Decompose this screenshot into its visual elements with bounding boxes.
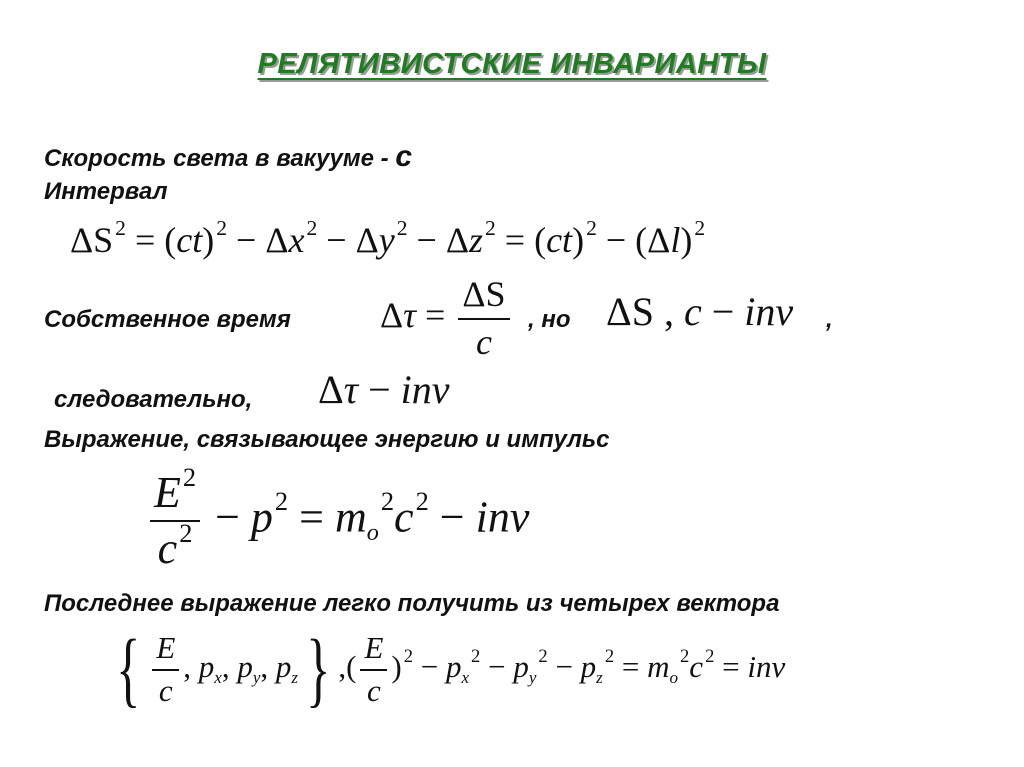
- interval-formula: $\Delta S^2 = (ct)^2 - \Delta x^2 - \Delta y^2 - \Delta z^2 = (ct)^2 - (\Delta l)^2$: [70, 215, 706, 260]
- vector-fraction: $\frac{E}{c}$: [152, 632, 179, 707]
- energy-fraction: $\frac{E^2}{c^2}$: [150, 470, 200, 572]
- speed-of-light-line: [44, 140, 412, 174]
- interval-label: Интервал: [44, 178, 168, 205]
- but-text: , но: [528, 306, 571, 333]
- invariant-tau: Δτ − inv: [318, 367, 450, 412]
- comma-text: ,: [826, 306, 833, 333]
- energy-momentum-label: Выражение, связывающее энергию и импульс: [44, 426, 610, 453]
- therefore-text: следовательно,: [54, 386, 253, 413]
- proper-time-fraction: $\frac{\Delta S}{c}$: [458, 276, 509, 362]
- four-vector-formula: { $\frac{E}{c}$ , $p_x$, $p_y$, $p_z$} ,( $\frac{E}{c}$ ) $^2 - p_x^2 - p_y^2 - p_z^2 = m_o^2c$ $^2$ = inv: [116, 623, 786, 716]
- proper-time-formula: Δτ = $\frac{\Delta S}{c}$: [380, 276, 514, 362]
- vector-fraction-2: $\frac{E}{c}$: [360, 632, 387, 707]
- speed-symbol: c: [395, 140, 412, 173]
- energy-momentum-formula: $\frac{E^2}{c^2}$ − $p^2 = m_o^2c^2$ − inv: [146, 470, 529, 572]
- four-vector-label: Последнее выражение легко получить из четырех вектора: [44, 590, 780, 617]
- speed-of-light-text: Скорость света в вакууме -: [44, 145, 389, 172]
- invariant-ds-c: ΔS , c − inv: [606, 289, 794, 334]
- proper-time-label: Собственное время: [44, 306, 291, 333]
- slide-title: РЕЛЯТИВИСТСКИЕ ИНВАРИАНТЫ: [257, 48, 767, 80]
